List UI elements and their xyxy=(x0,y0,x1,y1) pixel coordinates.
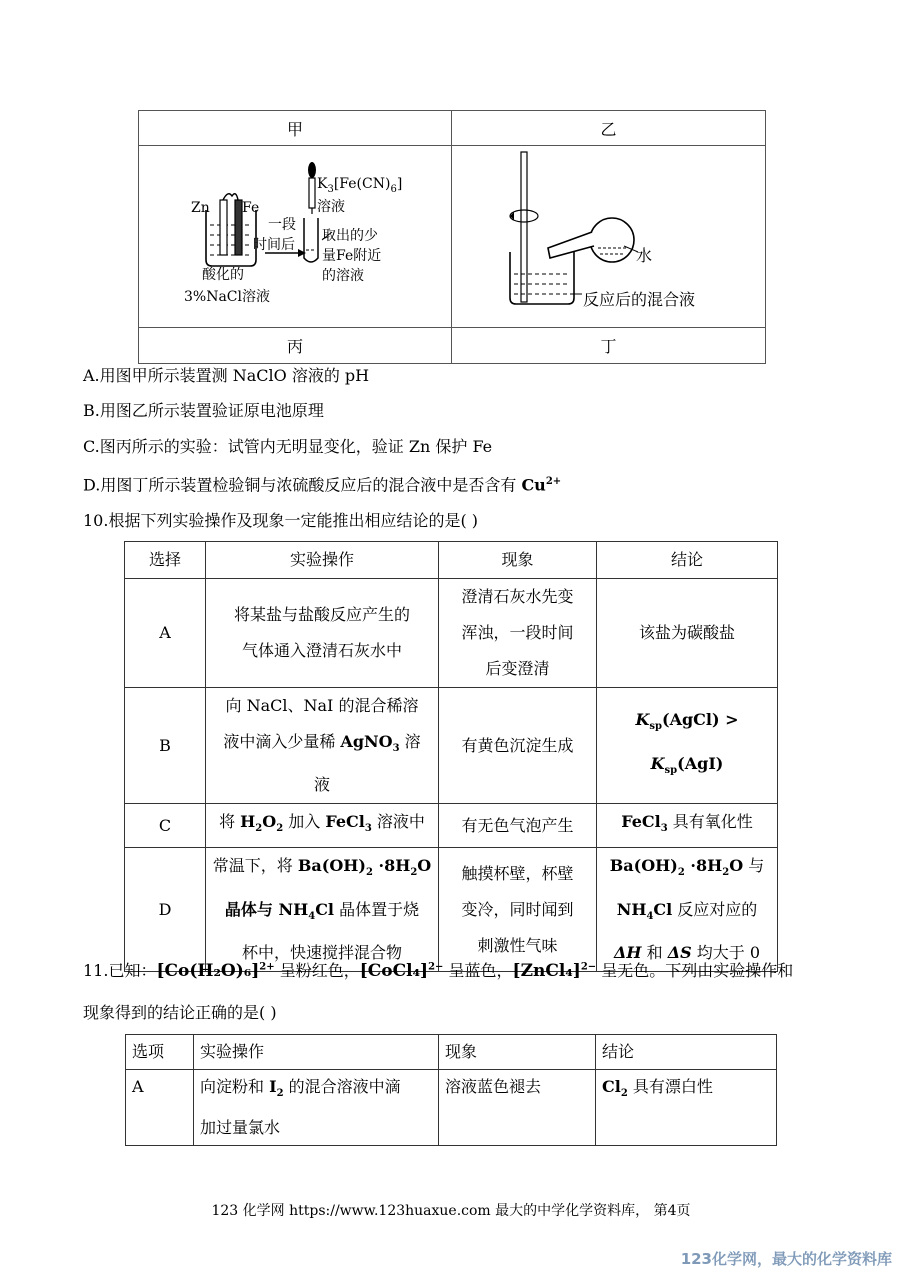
acid-label-1: 酸化的 xyxy=(202,267,244,283)
row-operation: 向 NaCl、NaI 的混合稀溶 液中滴入少量稀 AgNO$_3$ 溶 液 xyxy=(206,688,439,804)
fig-label-ding: 丁 xyxy=(452,328,766,364)
option-c: C.图丙所示的实验：试管内无明显变化，验证 Zn 保护 Fe xyxy=(83,437,493,456)
label-fe: Fe xyxy=(242,200,260,216)
row-phenomenon: 澄清石灰水先变 浑浊，一段时间 后变澄清 xyxy=(439,579,597,688)
row-conclusion: $Cl_2$ 具有漂白性 xyxy=(596,1070,777,1146)
table-row xyxy=(125,804,778,848)
acid-label-2: 3%NaCl溶液 xyxy=(184,289,270,305)
question-10-table xyxy=(124,541,778,972)
label-zn: Zn xyxy=(191,200,210,216)
header-option: 选择 xyxy=(125,542,206,579)
row-operation: 常温下，将 $Ba(OH)_2 \cdot 8H_2O$ 晶体与 $NH_4Cl$ 晶体置于烧 杯中，快速搅拌混合物 xyxy=(206,848,439,971)
row-conclusion: FeCl$_3$ 具有氧化性 xyxy=(597,804,778,848)
header-phenomenon: 现象 xyxy=(439,1035,596,1070)
fig-label-jia: 甲 xyxy=(139,111,452,146)
row-phenomenon: 溶液蓝色褪去 xyxy=(439,1070,596,1146)
header-option: 选项 xyxy=(126,1035,194,1070)
row-option: D xyxy=(125,848,206,971)
page-footer: 123 化学网 https://www.123huaxue.com 最大的中学化学资料库， 第4页 xyxy=(211,1203,691,1219)
row-phenomenon: 有无色气泡产生 xyxy=(439,804,597,848)
table-row xyxy=(126,1070,777,1146)
row-option: A xyxy=(126,1070,194,1146)
row-conclusion: 该盐为碳酸盐 xyxy=(597,579,778,688)
row-option: A xyxy=(125,579,206,688)
header-phenomenon: 现象 xyxy=(439,542,597,579)
table-row xyxy=(125,848,778,971)
header-conclusion: 结论 xyxy=(597,542,778,579)
header-operation: 实验操作 xyxy=(194,1035,439,1070)
question-11-table xyxy=(125,1034,777,1146)
fig-label-yi: 乙 xyxy=(452,111,766,146)
fig-label-bing: 丙 xyxy=(139,328,452,364)
row-operation: 将 $H_2O_2$ 加入 FeCl$_3$ 溶液中 xyxy=(206,804,439,848)
reagent-solution-label: 溶液 xyxy=(317,199,345,215)
option-a: A.用图甲所示装置测 NaClO 溶液的 pH xyxy=(83,366,370,385)
row-conclusion: $K_{sp}(AgCl) > K_{sp}(AgI)$ xyxy=(597,688,778,804)
arrow-label-1: 一段 xyxy=(268,217,296,233)
header-operation: 实验操作 xyxy=(206,542,439,579)
water-label: 水 xyxy=(636,246,653,265)
question-10-stem: 10.根据下列实验操作及现象一定能推出相应结论的是( ) xyxy=(83,511,479,530)
row-operation: 向淀粉和 $I_2$ 的混合溶液中滴 加过量氯水 xyxy=(194,1070,439,1146)
reagent-label: $K_3[Fe(CN)_6]$ xyxy=(317,176,403,195)
question-11-stem-line2: 现象得到的结论正确的是( ) xyxy=(83,1003,277,1022)
taken-solution-label: 取出的少 量Fe附近 的溶液 xyxy=(322,228,382,284)
question-11-stem: 11.已知：$[Co(H_2O)_6]^{2+}$ 呈粉红色，[CoCl₄]$^{2-}$ 呈蓝色，[ZnCl₄]$^{2-}$ 呈无色。下列由实验操作和 xyxy=(83,961,794,981)
header-conclusion: 结论 xyxy=(596,1035,777,1070)
table-row xyxy=(125,579,778,688)
row-option: C xyxy=(125,804,206,848)
row-option: B xyxy=(125,688,206,804)
mixture-label: 反应后的混合液 xyxy=(583,290,696,309)
row-conclusion: $Ba(OH)_2 \cdot 8H_2O$ 与 $NH_4Cl$ 反应对应的 ΔH 和 ΔS 均大于 0 xyxy=(597,848,778,971)
row-phenomenon: 有黄色沉淀生成 xyxy=(439,688,597,804)
row-operation: 将某盐与盐酸反应产生的 气体通入澄清石灰水中 xyxy=(206,579,439,688)
row-phenomenon: 触摸杯壁，杯壁 变冷，同时闻到 刺激性气味 xyxy=(439,848,597,971)
arrow-label-2: 时间后 xyxy=(253,237,295,253)
option-d: D.用图丁所示装置检验铜与浓硫酸反应后的混合液中是否含有 $Cu^{2+}$ xyxy=(83,475,562,495)
option-b: B.用图乙所示装置验证原电池原理 xyxy=(83,401,324,420)
table-row xyxy=(125,688,778,804)
watermark: 123化学网，最大的化学资料库 xyxy=(680,1250,892,1268)
